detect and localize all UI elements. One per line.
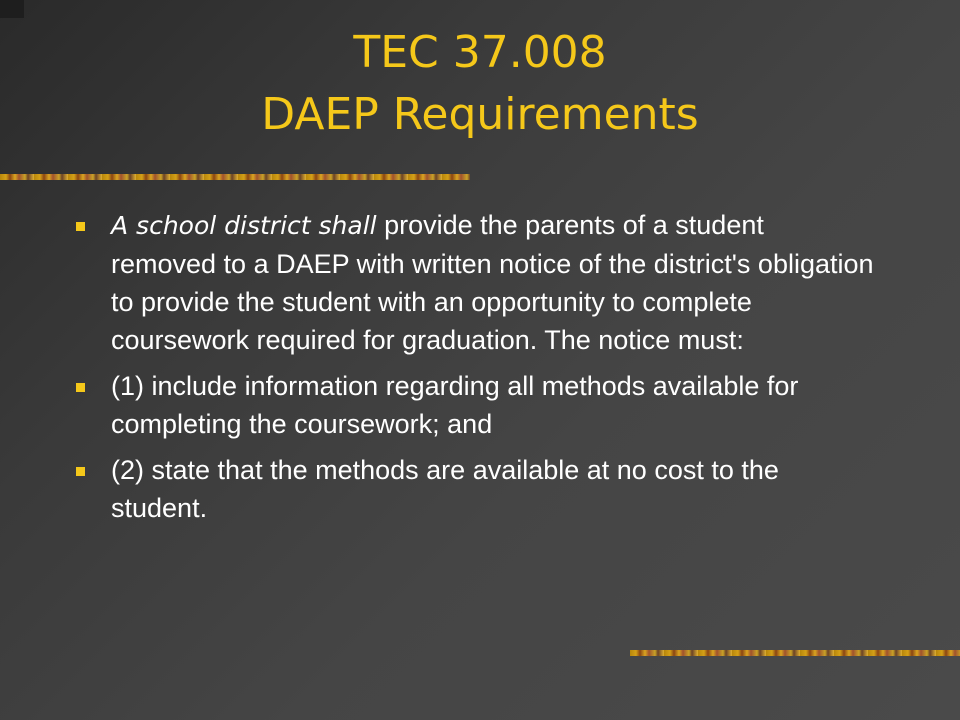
bullet-text: (1) include information regarding all methods available for completing the coursework; and: [111, 371, 799, 439]
bullet-text: provide the parents of a student removed to a DAEP with written notice of the district's obligation to provide the student with an opportunity to complete coursework required for graduation. The notice must:: [111, 210, 874, 355]
bullet-item: [76, 367, 876, 443]
bullet-item: [76, 451, 876, 527]
bullet-emphasis: A school district shall: [111, 211, 377, 240]
bullet-item: [76, 206, 876, 359]
corner-mark: [0, 0, 24, 18]
title-line-1: TEC 37.008: [353, 27, 607, 78]
slide-title: [0, 22, 960, 146]
top-decorative-rule: [0, 174, 470, 180]
square-bullet-icon: [76, 383, 85, 392]
title-line-2: DAEP Requirements: [261, 89, 699, 140]
bottom-decorative-rule: [630, 650, 960, 656]
bullet-list: [76, 206, 876, 535]
bullet-text: (2) state that the methods are available at no cost to the student.: [111, 455, 779, 523]
square-bullet-icon: [76, 467, 85, 476]
square-bullet-icon: [76, 222, 85, 231]
